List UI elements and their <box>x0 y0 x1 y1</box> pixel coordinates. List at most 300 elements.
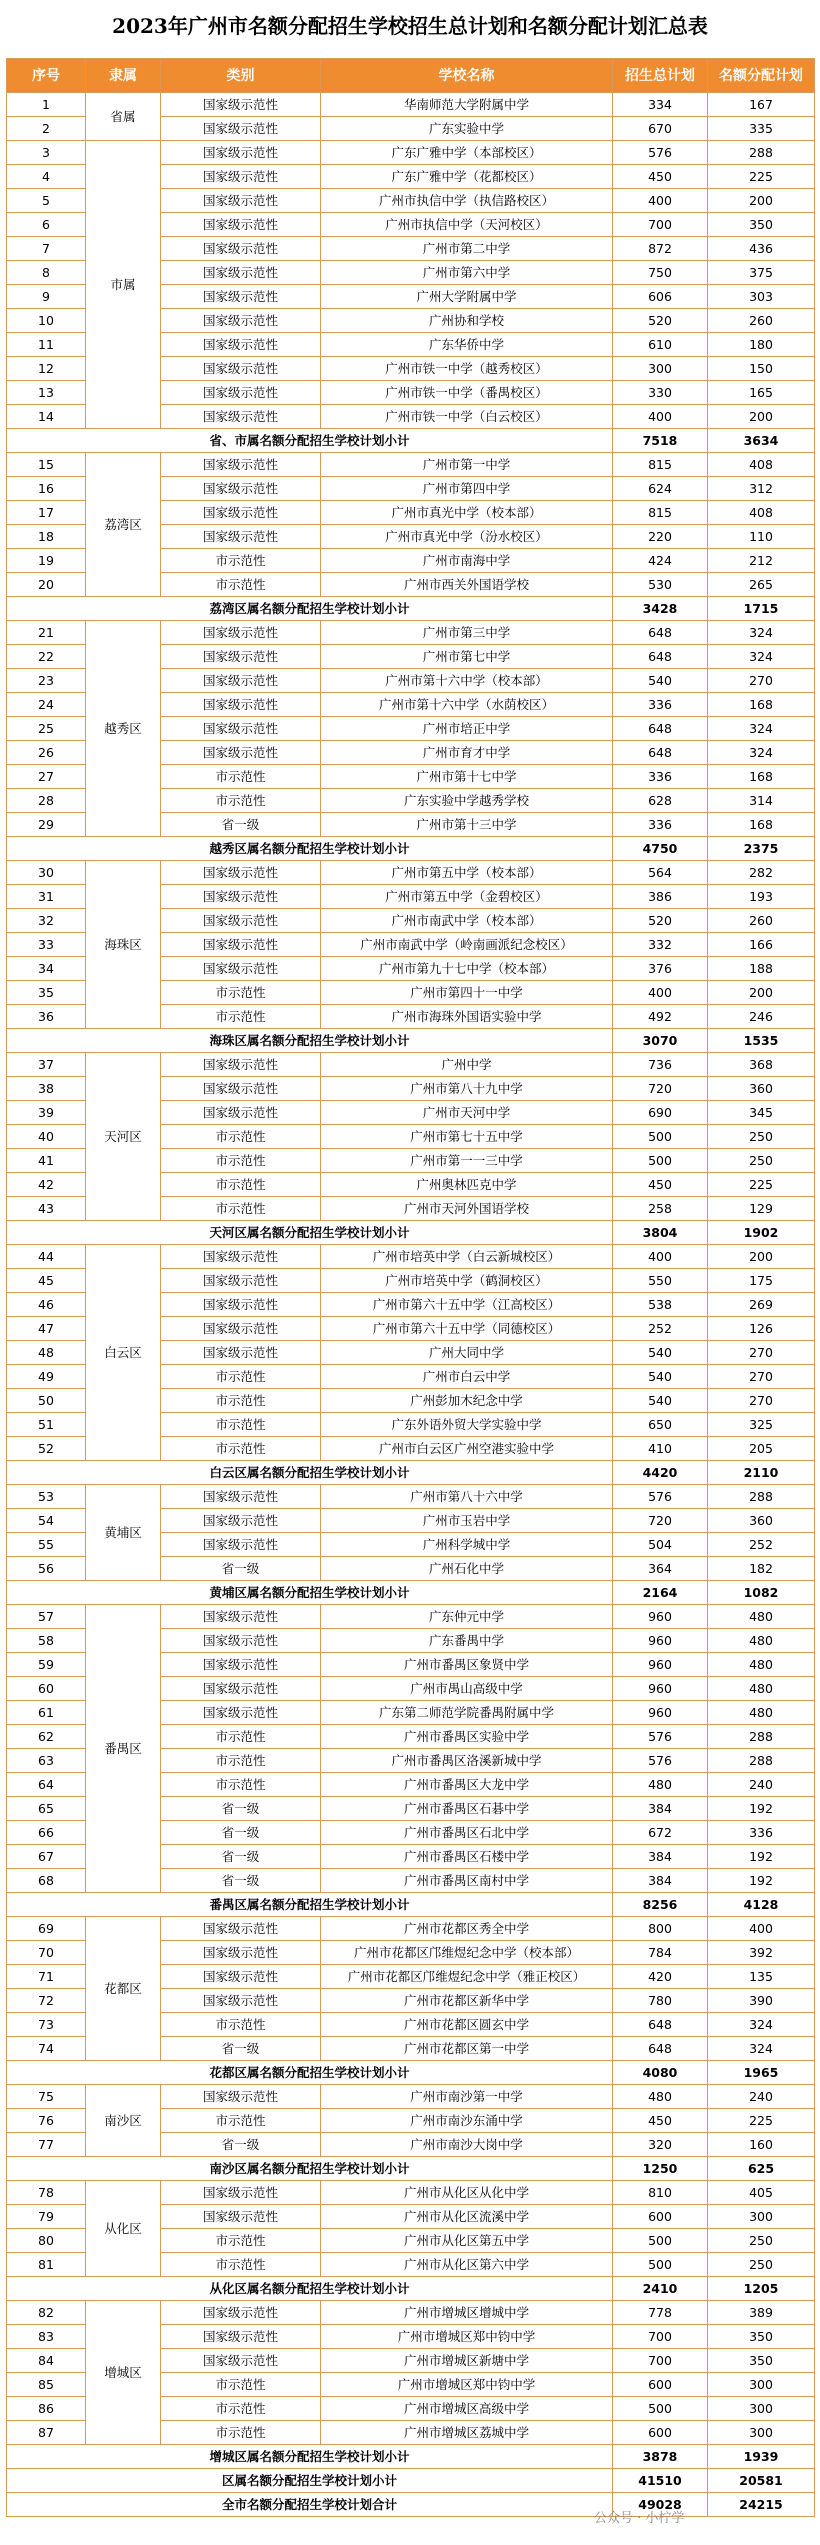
quota-plan-cell: 212 <box>708 549 815 573</box>
table-row <box>7 2301 815 2325</box>
subtotal-quota: 2375 <box>708 837 815 861</box>
school-name-cell: 广州奥林匹克中学 <box>321 1173 613 1197</box>
category-cell: 国家级示范性 <box>161 645 321 669</box>
total-plan-cell: 690 <box>613 1101 708 1125</box>
category-cell: 国家级示范性 <box>161 1701 321 1725</box>
school-name-cell: 广州市真光中学（汾水校区） <box>321 525 613 549</box>
total-plan-cell: 648 <box>613 2013 708 2037</box>
row-index: 25 <box>7 717 86 741</box>
school-name-cell: 广州市第六十五中学（江高校区） <box>321 1293 613 1317</box>
row-index: 33 <box>7 933 86 957</box>
total-plan-cell: 530 <box>613 573 708 597</box>
quota-plan-cell: 240 <box>708 2085 815 2109</box>
total-plan-cell: 336 <box>613 693 708 717</box>
row-index: 32 <box>7 909 86 933</box>
row-index: 13 <box>7 381 86 405</box>
quota-plan-cell: 260 <box>708 909 815 933</box>
category-cell: 国家级示范性 <box>161 141 321 165</box>
row-index: 75 <box>7 2085 86 2109</box>
row-index: 35 <box>7 981 86 1005</box>
category-cell: 国家级示范性 <box>161 1293 321 1317</box>
quota-plan-cell: 300 <box>708 2421 815 2445</box>
table-row <box>7 2181 815 2205</box>
header-total-plan: 招生总计划 <box>613 59 708 93</box>
total-plan-cell: 500 <box>613 1125 708 1149</box>
school-name-cell: 广州市从化区从化中学 <box>321 2181 613 2205</box>
quota-plan-cell: 360 <box>708 1077 815 1101</box>
total-plan-cell: 364 <box>613 1557 708 1581</box>
school-name-cell: 广州大同中学 <box>321 1341 613 1365</box>
school-name-cell: 广州市增城区郑中钧中学 <box>321 2325 613 2349</box>
total-plan-cell: 736 <box>613 1053 708 1077</box>
total-plan-cell: 500 <box>613 1149 708 1173</box>
row-index: 14 <box>7 405 86 429</box>
row-index: 15 <box>7 453 86 477</box>
school-name-cell: 广州市第三中学 <box>321 621 613 645</box>
quota-plan-cell: 265 <box>708 573 815 597</box>
total-plan-cell: 400 <box>613 405 708 429</box>
category-cell: 市示范性 <box>161 1125 321 1149</box>
table-row <box>7 2085 815 2109</box>
row-index: 69 <box>7 1917 86 1941</box>
row-index: 71 <box>7 1965 86 1989</box>
total-plan-cell: 610 <box>613 333 708 357</box>
category-cell: 市示范性 <box>161 2253 321 2277</box>
category-cell: 市示范性 <box>161 549 321 573</box>
quota-plan-cell: 129 <box>708 1197 815 1221</box>
school-name-cell: 广州市铁一中学（番禺校区） <box>321 381 613 405</box>
total-plan-cell: 648 <box>613 741 708 765</box>
total-plan-cell: 538 <box>613 1293 708 1317</box>
quota-plan-cell: 126 <box>708 1317 815 1341</box>
school-name-cell: 广州市花都区邝维煜纪念中学（校本部） <box>321 1941 613 1965</box>
school-name-cell: 广州市第八十六中学 <box>321 1485 613 1509</box>
subtotal-total: 3070 <box>613 1029 708 1053</box>
category-cell: 市示范性 <box>161 2109 321 2133</box>
quota-plan-cell: 240 <box>708 1773 815 1797</box>
total-plan-cell: 648 <box>613 2037 708 2061</box>
total-plan-cell: 720 <box>613 1509 708 1533</box>
school-name-cell: 广州市第七中学 <box>321 645 613 669</box>
row-index: 76 <box>7 2109 86 2133</box>
category-cell: 市示范性 <box>161 1365 321 1389</box>
school-name-cell: 广州市增城区郑中钧中学 <box>321 2373 613 2397</box>
quota-plan-cell: 350 <box>708 2325 815 2349</box>
category-cell: 国家级示范性 <box>161 861 321 885</box>
subtotal-quota: 1205 <box>708 2277 815 2301</box>
quota-plan-cell: 246 <box>708 1005 815 1029</box>
school-name-cell: 广州市花都区新华中学 <box>321 1989 613 2013</box>
school-name-cell: 广州市花都区第一中学 <box>321 2037 613 2061</box>
total-plan-cell: 576 <box>613 1725 708 1749</box>
school-name-cell: 广州市第十六中学（校本部） <box>321 669 613 693</box>
category-cell: 国家级示范性 <box>161 1317 321 1341</box>
row-index: 34 <box>7 957 86 981</box>
total-plan-cell: 330 <box>613 381 708 405</box>
quota-plan-cell: 350 <box>708 2349 815 2373</box>
category-cell: 国家级示范性 <box>161 741 321 765</box>
category-cell: 市示范性 <box>161 1389 321 1413</box>
header-category: 类别 <box>161 59 321 93</box>
row-index: 29 <box>7 813 86 837</box>
school-name-cell: 广州市第一中学 <box>321 453 613 477</box>
quota-plan-cell: 165 <box>708 381 815 405</box>
total-plan-cell: 960 <box>613 1653 708 1677</box>
quota-plan-cell: 110 <box>708 525 815 549</box>
row-index: 58 <box>7 1629 86 1653</box>
category-cell: 国家级示范性 <box>161 1509 321 1533</box>
school-name-cell: 广州市天河中学 <box>321 1101 613 1125</box>
quota-plan-cell: 300 <box>708 2205 815 2229</box>
header-district: 隶属 <box>86 59 161 93</box>
school-name-cell: 广州市第七十五中学 <box>321 1125 613 1149</box>
total-plan-cell: 376 <box>613 957 708 981</box>
row-index: 86 <box>7 2397 86 2421</box>
quota-plan-cell: 480 <box>708 1629 815 1653</box>
total-plan-cell: 384 <box>613 1869 708 1893</box>
total-plan-cell: 600 <box>613 2373 708 2397</box>
school-name-cell: 广州市玉岩中学 <box>321 1509 613 1533</box>
category-cell: 国家级示范性 <box>161 2205 321 2229</box>
total-plan-cell: 420 <box>613 1965 708 1989</box>
row-index: 72 <box>7 1989 86 2013</box>
quota-plan-cell: 324 <box>708 2013 815 2037</box>
category-cell: 市示范性 <box>161 1437 321 1461</box>
district-cell: 黄埔区 <box>86 1485 161 1581</box>
quota-plan-cell: 200 <box>708 1245 815 1269</box>
table-row <box>7 1917 815 1941</box>
row-index: 24 <box>7 693 86 717</box>
total-plan-cell: 334 <box>613 93 708 117</box>
subtotal-label: 花都区属名额分配招生学校计划小计 <box>7 2061 613 2085</box>
total-plan-cell: 624 <box>613 477 708 501</box>
category-cell: 国家级示范性 <box>161 717 321 741</box>
school-name-cell: 广州市第九十七中学（校本部） <box>321 957 613 981</box>
school-name-cell: 广州市番禺区洛溪新城中学 <box>321 1749 613 1773</box>
quota-plan-cell: 269 <box>708 1293 815 1317</box>
row-index: 68 <box>7 1869 86 1893</box>
school-name-cell: 广州市番禺区大龙中学 <box>321 1773 613 1797</box>
total-plan-cell: 384 <box>613 1845 708 1869</box>
row-index: 7 <box>7 237 86 261</box>
total-plan-sum: 49028 <box>613 2493 708 2517</box>
total-plan-cell: 648 <box>613 621 708 645</box>
row-index: 63 <box>7 1749 86 1773</box>
category-cell: 国家级示范性 <box>161 933 321 957</box>
school-name-cell: 广州市培英中学（鹤洞校区） <box>321 1269 613 1293</box>
total-plan-cell: 576 <box>613 141 708 165</box>
school-name-cell: 广州市从化区第五中学 <box>321 2229 613 2253</box>
total-plan-cell: 320 <box>613 2133 708 2157</box>
table-row <box>7 1245 815 1269</box>
school-name-cell: 华南师范大学附属中学 <box>321 93 613 117</box>
quota-plan-cell: 392 <box>708 1941 815 1965</box>
quota-plan-cell: 300 <box>708 2397 815 2421</box>
category-cell: 省一级 <box>161 2133 321 2157</box>
school-name-cell: 广州市番禺区石碁中学 <box>321 1797 613 1821</box>
row-index: 21 <box>7 621 86 645</box>
total-plan-cell: 504 <box>613 1533 708 1557</box>
subtotal-quota: 2110 <box>708 1461 815 1485</box>
subtotal-total: 2410 <box>613 2277 708 2301</box>
school-name-cell: 广州市南海中学 <box>321 549 613 573</box>
category-cell: 国家级示范性 <box>161 1653 321 1677</box>
category-cell: 国家级示范性 <box>161 213 321 237</box>
school-name-cell: 广州科学城中学 <box>321 1533 613 1557</box>
school-name-cell: 广州市番禺区南村中学 <box>321 1869 613 1893</box>
row-index: 46 <box>7 1293 86 1317</box>
grand-total-row <box>7 2469 815 2493</box>
category-cell: 国家级示范性 <box>161 1341 321 1365</box>
category-cell: 国家级示范性 <box>161 1965 321 1989</box>
header-quota-plan: 名额分配计划 <box>708 59 815 93</box>
school-name-cell: 广州市第一一三中学 <box>321 1149 613 1173</box>
total-plan-cell: 386 <box>613 885 708 909</box>
category-cell: 省一级 <box>161 1797 321 1821</box>
total-plan-cell: 500 <box>613 2397 708 2421</box>
quota-plan-cell: 270 <box>708 1365 815 1389</box>
category-cell: 市示范性 <box>161 2421 321 2445</box>
watermark: 公众号 · 小柠学 <box>594 2511 685 2526</box>
subtotal-total: 1250 <box>613 2157 708 2181</box>
total-plan-cell: 810 <box>613 2181 708 2205</box>
row-index: 66 <box>7 1821 86 1845</box>
category-cell: 国家级示范性 <box>161 621 321 645</box>
total-plan-cell: 424 <box>613 549 708 573</box>
category-cell: 国家级示范性 <box>161 1485 321 1509</box>
table-row <box>7 453 815 477</box>
school-name-cell: 广州市第四十一中学 <box>321 981 613 1005</box>
subtotal-quota: 3634 <box>708 429 815 453</box>
quota-plan-cell: 408 <box>708 453 815 477</box>
school-name-cell: 广州市第六十五中学（同德校区） <box>321 1317 613 1341</box>
category-cell: 国家级示范性 <box>161 2301 321 2325</box>
school-name-cell: 广州市南沙第一中学 <box>321 2085 613 2109</box>
quota-plan-cell: 405 <box>708 2181 815 2205</box>
category-cell: 国家级示范性 <box>161 1941 321 1965</box>
row-index: 37 <box>7 1053 86 1077</box>
row-index: 22 <box>7 645 86 669</box>
school-name-cell: 广州大学附属中学 <box>321 285 613 309</box>
subtotal-row <box>7 837 815 861</box>
quota-plan-cell: 175 <box>708 1269 815 1293</box>
total-plan-cell: 400 <box>613 1245 708 1269</box>
school-name-cell: 广州市铁一中学（白云校区） <box>321 405 613 429</box>
quota-plan-cell: 288 <box>708 1749 815 1773</box>
row-index: 5 <box>7 189 86 213</box>
school-name-cell: 广州市海珠外国语实验中学 <box>321 1005 613 1029</box>
total-plan-cell: 700 <box>613 2325 708 2349</box>
total-plan-cell: 540 <box>613 669 708 693</box>
quota-plan-cell: 166 <box>708 933 815 957</box>
school-name-cell: 广州协和学校 <box>321 309 613 333</box>
subtotal-label: 增城区属名额分配招生学校计划小计 <box>7 2445 613 2469</box>
district-cell: 增城区 <box>86 2301 161 2445</box>
quota-plan-cell: 168 <box>708 693 815 717</box>
row-index: 67 <box>7 1845 86 1869</box>
subtotal-label: 越秀区属名额分配招生学校计划小计 <box>7 837 613 861</box>
category-cell: 市示范性 <box>161 1749 321 1773</box>
school-name-cell: 广东番禺中学 <box>321 1629 613 1653</box>
category-cell: 省一级 <box>161 1821 321 1845</box>
school-name-cell: 广东广雅中学（花都校区） <box>321 165 613 189</box>
category-cell: 市示范性 <box>161 2397 321 2421</box>
school-name-cell: 广州市育才中学 <box>321 741 613 765</box>
quota-plan-cell: 135 <box>708 1965 815 1989</box>
row-index: 82 <box>7 2301 86 2325</box>
row-index: 12 <box>7 357 86 381</box>
total-plan-cell: 520 <box>613 909 708 933</box>
school-name-cell: 广州市第五中学（校本部） <box>321 861 613 885</box>
subtotal-quota: 625 <box>708 2157 815 2181</box>
total-plan-cell: 520 <box>613 309 708 333</box>
row-index: 31 <box>7 885 86 909</box>
quota-plan-cell: 188 <box>708 957 815 981</box>
subtotal-label: 荔湾区属名额分配招生学校计划小计 <box>7 597 613 621</box>
subtotal-label: 从化区属名额分配招生学校计划小计 <box>7 2277 613 2301</box>
row-index: 43 <box>7 1197 86 1221</box>
total-plan-cell: 410 <box>613 1437 708 1461</box>
category-cell: 国家级示范性 <box>161 957 321 981</box>
school-name-cell: 广州市番禺区石北中学 <box>321 1821 613 1845</box>
quota-plan-cell: 288 <box>708 1725 815 1749</box>
quota-plan-cell: 324 <box>708 741 815 765</box>
total-plan-cell: 750 <box>613 261 708 285</box>
category-cell: 市示范性 <box>161 1173 321 1197</box>
category-cell: 市示范性 <box>161 789 321 813</box>
school-name-cell: 广东华侨中学 <box>321 333 613 357</box>
quota-plan-cell: 336 <box>708 1821 815 1845</box>
quota-plan-cell: 325 <box>708 1413 815 1437</box>
row-index: 51 <box>7 1413 86 1437</box>
school-name-cell: 广州市花都区秀全中学 <box>321 1917 613 1941</box>
total-label: 区属名额分配招生学校计划小计 <box>7 2469 613 2493</box>
row-index: 8 <box>7 261 86 285</box>
total-plan-cell: 400 <box>613 189 708 213</box>
total-plan-cell: 384 <box>613 1797 708 1821</box>
category-cell: 国家级示范性 <box>161 1269 321 1293</box>
total-plan-cell: 400 <box>613 981 708 1005</box>
quota-plan-cell: 270 <box>708 669 815 693</box>
quota-plan-cell: 250 <box>708 1149 815 1173</box>
category-cell: 国家级示范性 <box>161 189 321 213</box>
school-name-cell: 广州市南武中学（岭南画派纪念校区） <box>321 933 613 957</box>
row-index: 47 <box>7 1317 86 1341</box>
row-index: 54 <box>7 1509 86 1533</box>
quota-plan-cell: 200 <box>708 981 815 1005</box>
total-plan-cell: 450 <box>613 1173 708 1197</box>
row-index: 28 <box>7 789 86 813</box>
total-plan-cell: 564 <box>613 861 708 885</box>
total-plan-cell: 550 <box>613 1269 708 1293</box>
school-name-cell: 广州市培正中学 <box>321 717 613 741</box>
quota-plan-cell: 200 <box>708 189 815 213</box>
table-row <box>7 1605 815 1629</box>
subtotal-total: 4420 <box>613 1461 708 1485</box>
category-cell: 国家级示范性 <box>161 357 321 381</box>
total-plan-cell: 600 <box>613 2205 708 2229</box>
total-plan-cell: 648 <box>613 645 708 669</box>
school-name-cell: 广州石化中学 <box>321 1557 613 1581</box>
category-cell: 国家级示范性 <box>161 333 321 357</box>
category-cell: 国家级示范性 <box>161 1917 321 1941</box>
total-plan-cell: 672 <box>613 1821 708 1845</box>
district-cell: 花都区 <box>86 1917 161 2061</box>
subtotal-total: 8256 <box>613 1893 708 1917</box>
row-index: 4 <box>7 165 86 189</box>
category-cell: 国家级示范性 <box>161 381 321 405</box>
category-cell: 国家级示范性 <box>161 117 321 141</box>
total-plan-cell: 300 <box>613 357 708 381</box>
quota-plan-cell: 389 <box>708 2301 815 2325</box>
school-name-cell: 广州市第六中学 <box>321 261 613 285</box>
category-cell: 国家级示范性 <box>161 261 321 285</box>
district-cell: 从化区 <box>86 2181 161 2277</box>
district-cell: 省属 <box>86 93 161 141</box>
subtotal-total: 4750 <box>613 837 708 861</box>
total-plan-cell: 500 <box>613 2253 708 2277</box>
total-plan-cell: 720 <box>613 1077 708 1101</box>
district-cell: 南沙区 <box>86 2085 161 2157</box>
quota-plan-cell: 335 <box>708 117 815 141</box>
total-plan-cell: 450 <box>613 2109 708 2133</box>
category-cell: 国家级示范性 <box>161 909 321 933</box>
row-index: 26 <box>7 741 86 765</box>
row-index: 65 <box>7 1797 86 1821</box>
row-index: 20 <box>7 573 86 597</box>
row-index: 79 <box>7 2205 86 2229</box>
total-plan-cell: 492 <box>613 1005 708 1029</box>
total-plan-cell: 780 <box>613 1989 708 2013</box>
school-name-cell: 广州中学 <box>321 1053 613 1077</box>
quota-plan-cell: 360 <box>708 1509 815 1533</box>
quota-plan-cell: 480 <box>708 1677 815 1701</box>
quota-plan-cell: 324 <box>708 645 815 669</box>
quota-plan-cell: 180 <box>708 333 815 357</box>
school-name-cell: 广州市执信中学（天河校区） <box>321 213 613 237</box>
quota-plan-cell: 168 <box>708 813 815 837</box>
school-name-cell: 广州市增城区高级中学 <box>321 2397 613 2421</box>
quota-plan-cell: 314 <box>708 789 815 813</box>
quota-plan-cell: 167 <box>708 93 815 117</box>
quota-plan-cell: 480 <box>708 1701 815 1725</box>
category-cell: 市示范性 <box>161 2013 321 2037</box>
table-row <box>7 861 815 885</box>
table-row <box>7 93 815 117</box>
category-cell: 市示范性 <box>161 2229 321 2253</box>
total-plan-cell: 336 <box>613 765 708 789</box>
quota-plan-cell: 252 <box>708 1533 815 1557</box>
school-name-cell: 广州市第十三中学 <box>321 813 613 837</box>
quota-plan-cell: 282 <box>708 861 815 885</box>
row-index: 57 <box>7 1605 86 1629</box>
school-name-cell: 广州彭加木纪念中学 <box>321 1389 613 1413</box>
subtotal-row <box>7 1893 815 1917</box>
subtotal-row <box>7 2445 815 2469</box>
school-name-cell: 广州市番禺区实验中学 <box>321 1725 613 1749</box>
quota-plan-cell: 250 <box>708 1125 815 1149</box>
district-cell: 越秀区 <box>86 621 161 837</box>
school-name-cell: 广州市增城区荔城中学 <box>321 2421 613 2445</box>
quota-plan-cell: 345 <box>708 1101 815 1125</box>
quota-plan-cell: 324 <box>708 2037 815 2061</box>
row-index: 70 <box>7 1941 86 1965</box>
subtotal-label: 南沙区属名额分配招生学校计划小计 <box>7 2157 613 2181</box>
quota-plan-cell: 400 <box>708 1917 815 1941</box>
quota-plan-cell: 480 <box>708 1605 815 1629</box>
quota-plan-cell: 225 <box>708 1173 815 1197</box>
row-index: 59 <box>7 1653 86 1677</box>
